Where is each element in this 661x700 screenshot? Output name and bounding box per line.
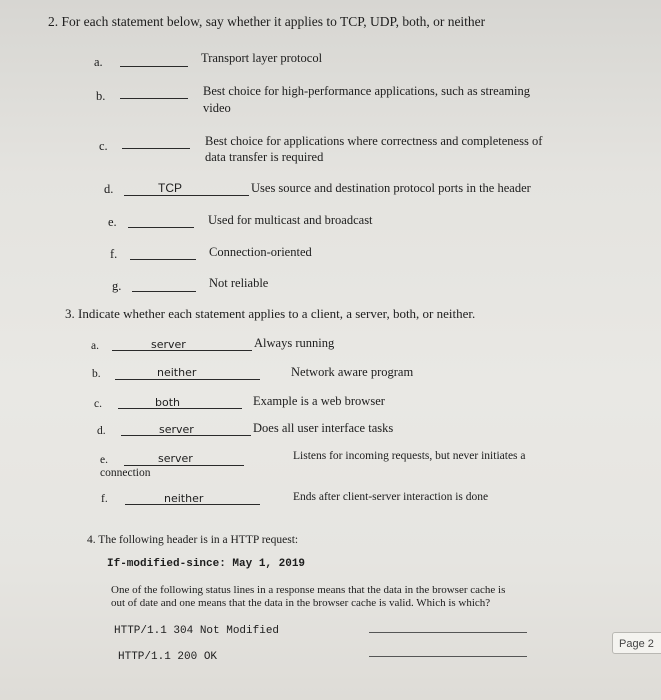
q2-e-statement: Used for multicast and broadcast — [208, 213, 373, 227]
q3-d-letter: d. — [97, 425, 106, 437]
q2-d-answer: TCP — [158, 181, 182, 195]
q4-status-line-2: HTTP/1.1 200 OK — [118, 651, 218, 663]
q3-e-statement-cont: connection — [100, 467, 151, 479]
q2-title: 2. For each statement below, say whether it applies to TCP, UDP, both, or neither — [48, 14, 486, 29]
q3-a-letter: a. — [91, 340, 99, 352]
q4-description-1: One of the following status lines in a response means that the data in the browser cache is — [111, 584, 506, 596]
q2-f-letter: f. — [110, 247, 118, 261]
q2-f-statement: Connection-oriented — [209, 245, 312, 259]
q2-c-statement-1: Best choice for applications where correctness and completeness of — [205, 134, 543, 148]
q3-b-answer: neither — [157, 366, 197, 379]
q2-b-letter: b. — [96, 89, 106, 103]
q3-f-letter: f. — [101, 493, 108, 505]
q2-b-statement-1: Best choice for high-performance applications, such as streaming — [203, 84, 530, 98]
q2-b-statement-2: video — [203, 101, 231, 115]
q2-a-letter: a. — [94, 55, 103, 69]
page-number-label: Page 2 — [612, 632, 661, 654]
q2-a-statement: Transport layer protocol — [201, 51, 323, 65]
q3-c-answer: both — [155, 396, 180, 409]
q3-c-statement: Example is a web browser — [253, 394, 385, 408]
q3-a-statement: Always running — [254, 336, 335, 350]
q4-title: 4. The following header is in a HTTP request: — [87, 534, 299, 546]
q3-b-letter: b. — [92, 368, 101, 380]
q4-header-line: If-modified-since: May 1, 2019 — [107, 558, 306, 570]
q2-c-statement-2: data transfer is required — [205, 150, 324, 164]
q2-g-statement: Not reliable — [209, 276, 269, 290]
q2-d-statement: Uses source and destination protocol ports in the header — [251, 181, 531, 195]
q4-status-line-1: HTTP/1.1 304 Not Modified — [114, 625, 280, 637]
q3-title: 3. Indicate whether each statement applies to a client, a server, both, or neither. — [65, 306, 476, 321]
q2-d-letter: d. — [104, 182, 114, 196]
q2-f-blank[interactable] — [130, 259, 196, 260]
q2-e-blank[interactable] — [128, 227, 194, 228]
q2-a-blank[interactable] — [120, 66, 188, 67]
q2-d-blank[interactable] — [124, 195, 249, 196]
q3-d-statement: Does all user interface tasks — [253, 421, 394, 435]
q2-g-letter: g. — [112, 279, 122, 293]
q3-c-blank[interactable] — [118, 408, 242, 409]
q3-b-statement: Network aware program — [291, 365, 414, 379]
q2-e-letter: e. — [108, 215, 117, 229]
q4-status-2-blank[interactable] — [369, 656, 527, 657]
q4-status-1-blank[interactable] — [369, 632, 527, 633]
q3-f-statement: Ends after client-server interaction is done — [293, 491, 489, 503]
q3-e-statement: Listens for incoming requests, but never initiates a — [293, 450, 526, 462]
q3-c-letter: c. — [94, 398, 102, 410]
q2-g-blank[interactable] — [132, 291, 196, 292]
q3-f-answer: neither — [164, 492, 204, 505]
q3-a-answer: server — [151, 338, 186, 351]
q4-description-2: out of date and one means that the data in the browser cache is valid. Which is which? — [111, 597, 491, 609]
q2-c-letter: c. — [99, 139, 108, 153]
q3-d-answer: server — [159, 423, 194, 436]
q2-c-blank[interactable] — [122, 148, 190, 149]
q3-e-letter: e. — [100, 454, 108, 466]
q2-b-blank[interactable] — [120, 98, 188, 99]
q3-e-answer: server — [158, 452, 193, 465]
